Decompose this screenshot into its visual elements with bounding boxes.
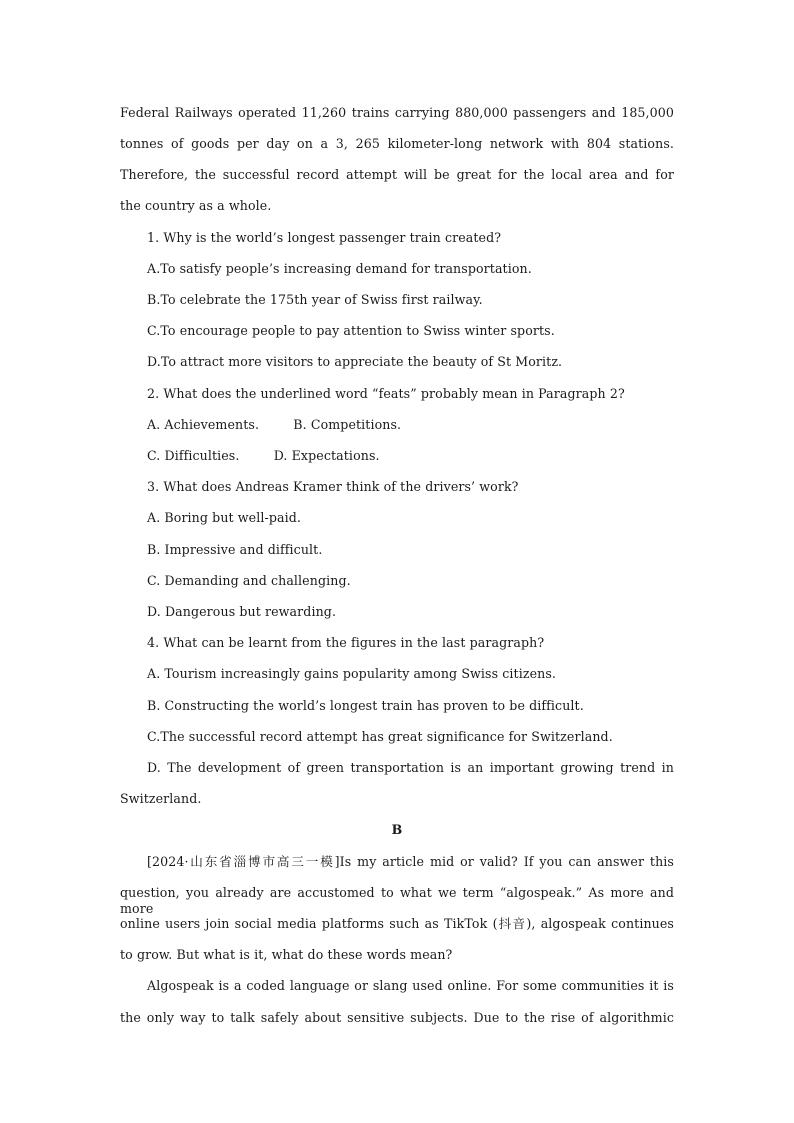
answer-option: B.To celebrate the 175th year of Swiss first railway.: [147, 292, 483, 307]
answer-option: B. Impressive and difficult.: [147, 542, 323, 557]
answer-option: A. Tourism increasingly gains popularity among Swiss citizens.: [147, 666, 557, 681]
passage-line: [2024·山东省淄博市高三一模]Is my article mid or valid? If you can answer this: [147, 854, 674, 869]
question-stem: 3. What does Andreas Kramer think of the drivers’ work?: [147, 479, 519, 494]
question-stem: 2. What does the underlined word “feats” probably mean in Paragraph 2?: [147, 386, 625, 401]
question-stem: 4. What can be learnt from the figures in the last paragraph?: [147, 635, 545, 650]
answer-option: A. Achievements.: [147, 417, 260, 432]
answer-option: D. Dangerous but rewarding.: [147, 604, 337, 619]
passage-line: Algospeak is a coded language or slang used online. For some communities it is: [147, 978, 674, 993]
question-stem: 1. Why is the world’s longest passenger train created?: [147, 230, 502, 245]
answer-option-continued: Switzerland.: [120, 791, 202, 806]
passage-line: Federal Railways operated 11,260 trains carrying 880,000 passengers and 185,000: [120, 105, 674, 120]
passage-line: Therefore, the successful record attempt will be great for the local area and for: [120, 167, 674, 182]
answer-option: C.The successful record attempt has great significance for Switzerland.: [147, 729, 613, 744]
answer-option: C.To encourage people to pay attention to Swiss winter sports.: [147, 323, 555, 338]
answer-option: D. The development of green transportation is an important growing trend in: [147, 760, 674, 775]
answer-option: B. Constructing the world’s longest train has proven to be difficult.: [147, 698, 584, 713]
answer-option: B. Competitions.: [293, 417, 402, 432]
answer-option: D. Expectations.: [273, 448, 380, 463]
section-heading: B: [391, 822, 403, 837]
passage-line: tonnes of goods per day on a 3, 265 kilometer-long network with 804 stations.: [120, 136, 674, 151]
passage-line: the country as a whole.: [120, 198, 272, 213]
passage-line: question, you already are accustomed to what we term “algospeak.” As more and more: [120, 885, 674, 916]
answer-option: C. Demanding and challenging.: [147, 573, 351, 588]
passage-line: online users join social media platforms such as TikTok (抖音), algospeak continues: [120, 916, 674, 931]
answer-option-row: [147, 448, 674, 464]
answer-option: A. Boring but well-paid.: [147, 510, 302, 525]
answer-option-row: [147, 417, 674, 433]
answer-option: D.To attract more visitors to appreciate the beauty of St Moritz.: [147, 354, 563, 369]
answer-option: C. Difficulties.: [147, 448, 240, 463]
answer-option: A.To satisfy people’s increasing demand for transportation.: [147, 261, 532, 276]
passage-line: the only way to talk safely about sensitive subjects. Due to the rise of algorithmic: [120, 1010, 674, 1025]
passage-line: to grow. But what is it, what do these words mean?: [120, 947, 453, 962]
